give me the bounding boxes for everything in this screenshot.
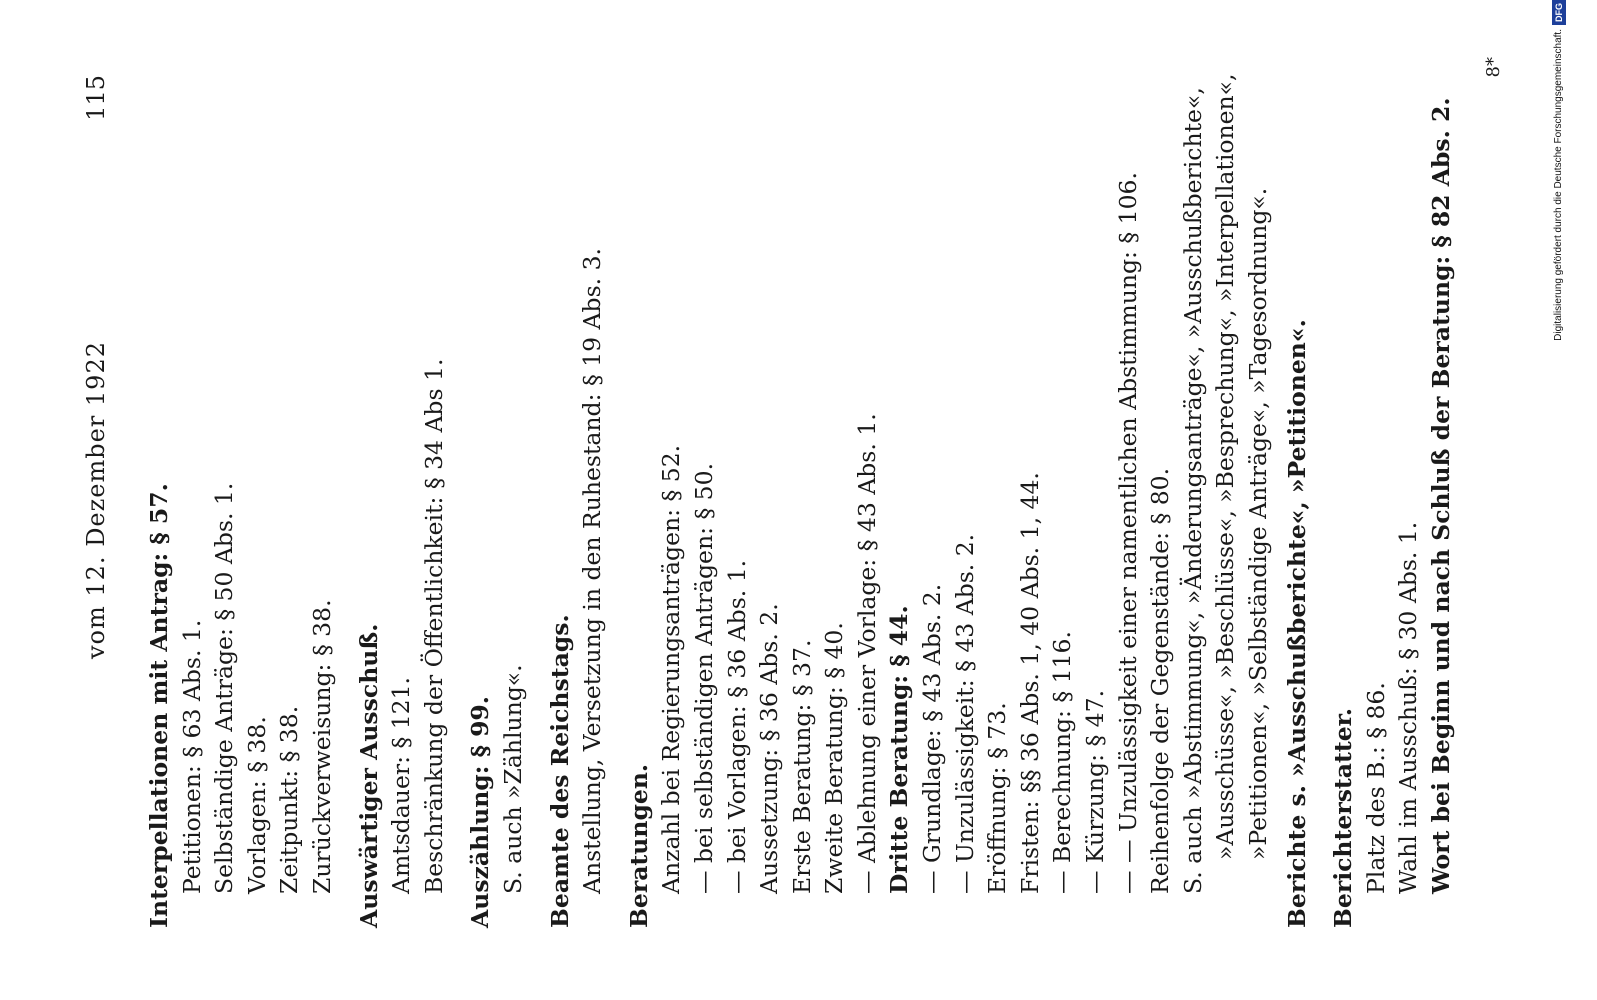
register-line: Selbständige Anträge: § 50 Abs. 1. [210,482,239,894]
register-line: Amtsdauer: § 121. [387,676,416,894]
register-line: Fristen: §§ 36 Abs. 1, 40 Abs. 1, 44. [1015,472,1044,894]
register-line: — Berechnung: § 116. [1048,631,1077,894]
register-line: — — Unzulässigkeit einer namentlichen Abstimmung: § 106. [1113,172,1142,894]
register-line: »Ausschüsse«, »Beschlüsse«, »Besprechung«, »Interpellationen«, [1211,73,1240,860]
register-line: Dritte Beratung: § 44. [885,605,914,894]
register-line: Berichte s. »Ausschußberichte«, »Petitionen«. [1282,319,1311,928]
register-line: S. auch »Abstimmung«, »Änderungsanträge«, »Ausschußberichte«, [1178,87,1207,894]
dfg-logo: DFG [1552,0,1566,25]
register-line: Interpellationen mit Antrag: § 57. [145,483,173,928]
register-line: — Grundlage: § 43 Abs. 2. [918,583,947,894]
register-line: Wort bei Beginn und nach Schluß der Beratung: § 82 Abs. 2. [1426,97,1455,894]
register-line: Auswärtiger Ausschuß. [354,623,383,928]
line-gap [450,28,464,928]
register-line: Berichterstatter. [1329,707,1358,928]
register-line: — Kürzung: § 47. [1081,689,1110,894]
register-line: Aussetzung: § 36 Abs. 2. [755,603,784,894]
register-line: Vorlagen: § 38. [242,716,271,894]
register-line: Wahl im Ausschuß: § 30 Abs. 1. [1394,521,1423,894]
register-line: Reihenfolge der Gegenstände: § 80. [1146,467,1175,894]
register-line: Anzahl bei Regierungsanträgen: § 52. [657,444,686,894]
register-line: »Petitionen«, »Selbständige Anträge«, »Tagesordnung«. [1244,187,1272,860]
register-line: — bei Vorlagen: § 36 Abs. 1. [722,559,751,894]
register-line: Petitionen: § 63 Abs. 1. [177,619,206,894]
register-line: — bei selbständigen Anträgen: § 50. [689,462,718,894]
register-line: Zeitpunkt: § 38. [275,705,304,894]
signature-mark: 8* [1483,57,1504,78]
line-gap [609,28,623,928]
header-title: vom 12. Dezember 1922 [82,341,110,659]
register-line: Erste Beratung: § 37. [787,639,816,894]
register-line: Anstellung, Versetzung in den Ruhestand: § 19 Abs. 3. [578,248,607,894]
page-number: 115 [82,75,110,121]
register-line: Beratungen. [624,763,653,928]
register-line: — Ablehnung einer Vorlage: § 43 Abs. 1. [852,413,881,894]
register-line: Zurückverweisung: § 38. [307,599,336,894]
register-line: Beschränkung der Öffentlichkeit: § 34 Abs 1. [419,358,448,894]
register-line: Zweite Beratung: § 40. [820,622,849,894]
funding-strip [1549,0,1569,1000]
running-header [78,0,118,1000]
register-entries [143,28,1458,928]
register-line: Platz des B.: § 86. [1361,682,1390,894]
register-line: — Unzulässigkeit: § 43 Abs. 2. [950,533,979,894]
register-line: Beamte des Reichstags. [545,614,574,928]
line-gap [1313,28,1327,928]
register-line: Eröffnung: § 73. [983,702,1012,894]
line-gap [530,28,544,928]
line-gap [339,28,353,928]
register-line: S. auch »Zählung«. [498,664,527,894]
register-line: Auszählung: § 99. [466,696,495,928]
funding-note: Digitalisierung gefördert durch die Deutsche Forschungsgemeinschaft. [1553,29,1564,341]
